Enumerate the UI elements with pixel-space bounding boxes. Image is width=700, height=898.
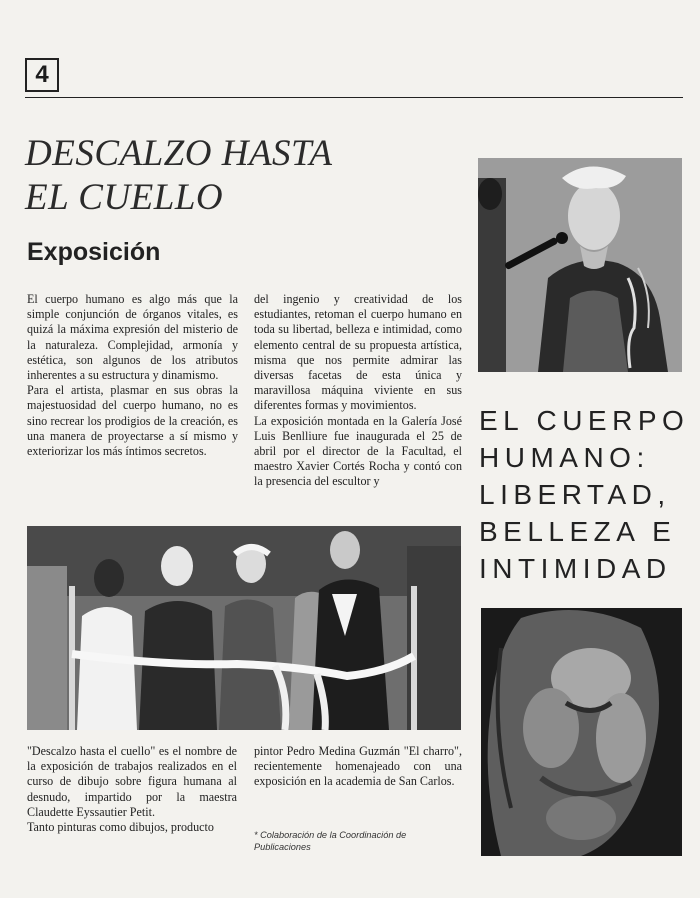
speaker-photo	[478, 158, 682, 372]
text-column-2	[254, 292, 462, 490]
headline-line: HUMANO:	[479, 442, 650, 473]
page-number: 4	[25, 58, 59, 92]
text-column-4	[254, 744, 462, 790]
headline-line: EL CUERPO	[479, 405, 690, 436]
artwork-photo	[481, 608, 682, 856]
header-rule	[25, 97, 683, 98]
section-heading: Exposición	[27, 238, 161, 266]
headline-line: BELLEZA E	[479, 516, 677, 547]
footnote: * Colaboración de la Coordinación de Publicaciones	[254, 830, 407, 852]
headline-line: INTIMIDAD	[479, 553, 672, 584]
title-line-1: DESCALZO HASTA	[25, 133, 333, 174]
paragraph: Tanto pinturas como dibujos, producto	[27, 820, 214, 835]
paragraph: del ingenio y creatividad de los estudiantes, retoman el cuerpo humano en toda su libertad, belleza e intimidad, como elemento central de su propuesta artística, misma que nos permite admirar las diversas facetas de esta única y maravillosa máquina viviente en sus diferentes formas y movimientos.	[254, 292, 462, 413]
paragraph: Para el artista, plasmar en sus obras la majestuosidad del cuerpo humano, no es sino recrear los prodigios de la creación, es una manera de proyectarse a sí mismo y exteriorizar los más íntimos secretos.	[27, 383, 238, 459]
article-title	[25, 132, 455, 220]
feature-headline	[479, 402, 690, 587]
paragraph: El cuerpo humano es algo más que la simple conjunción de órganos vitales, es quizá la máxima expresión del misterio de la naturaleza. Complejidad, armonía y estética, son algunos de los atributos inherentes a su estructura y dinamismo.	[27, 292, 238, 383]
text-column-1	[27, 292, 238, 459]
title-line-2: EL CUELLO	[25, 177, 224, 218]
ribbon-cutting-photo	[27, 526, 461, 730]
paragraph: "Descalzo hasta el cuello" es el nombre de la exposición de trabajos realizados en el curso de dibujo sobre figura humana al desnudo, impartido por la maestra Claudette Eyssautier Petit.	[27, 744, 237, 819]
paragraph: pintor Pedro Medina Guzmán "El charro", recientemente homenajeado con una exposición en la academia de San Carlos.	[254, 744, 462, 789]
text-column-3	[27, 744, 237, 835]
paragraph: La exposición montada en la Galería José Luis Benlliure fue inaugurada el 25 de abril por el director de la Facultad, el maestro Xavier Cortés Rocha y contó con la presencia del escultor y	[254, 413, 462, 489]
headline-line: LIBERTAD,	[479, 479, 671, 510]
